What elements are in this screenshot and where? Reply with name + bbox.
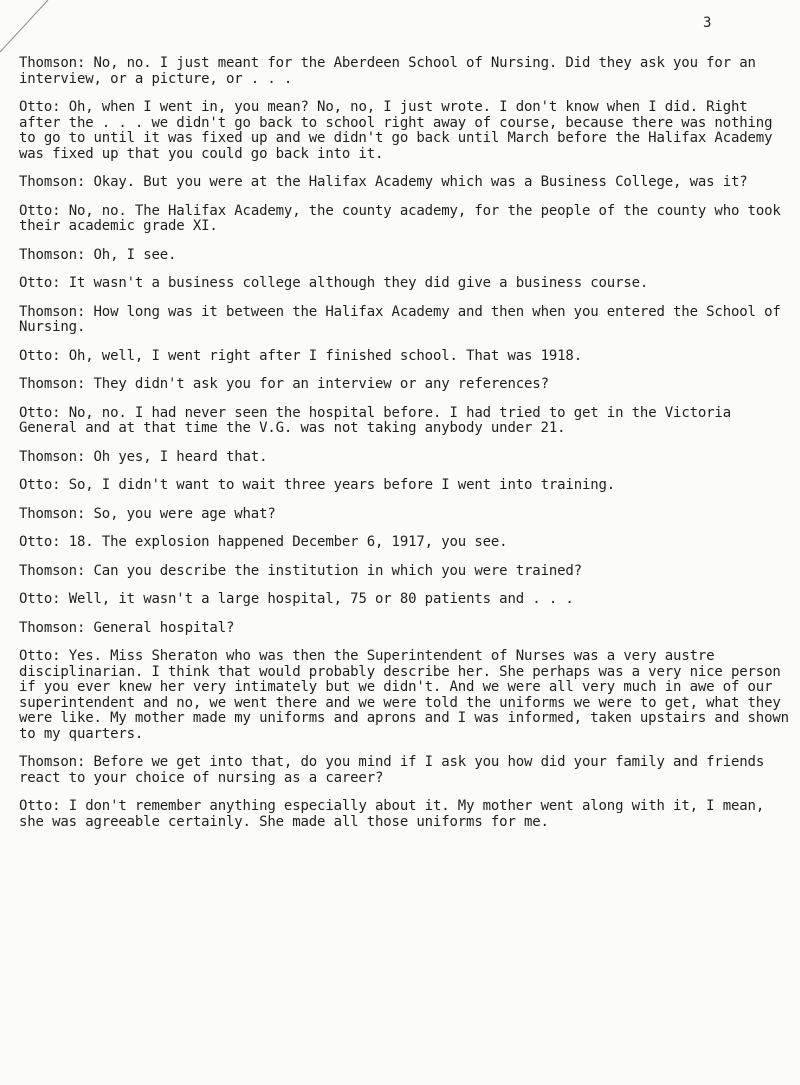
speaker-text: No, no. I just meant for the Aberdeen School of Nursing. Did they ask you for an interview, or a picture, or . . . xyxy=(19,55,756,87)
transcript-entry xyxy=(19,377,789,393)
speaker-text: No, no. I had never seen the hospital before. I had tried to get in the Victoria General and at that time the V.G. was not taking anybody under 21. xyxy=(19,404,731,436)
speaker-text: So, I didn't want to wait three years before I went into training. xyxy=(68,477,616,493)
speaker-name: Thomson: xyxy=(19,55,86,71)
speaker-text: Yes. Miss Sheraton who was then the Superintendent of Nurses was a very austre disciplinarian. I think that would probably describe her. She perhaps was a very nice person if you ever knew her very intimately but we didn't. And we were all very much in awe of our superintendent and no, we went there and we were told the uniforms we were to get, what they were like. My mother made my uniforms and aprons and I was informed, taken upstairs and shown to my quarters. xyxy=(19,648,789,742)
transcript-entry xyxy=(19,100,789,162)
transcript-entry xyxy=(19,621,789,637)
speaker-text: General hospital? xyxy=(93,619,235,636)
speaker-text: Okay. But you were at the Halifax Academy which was a Business College, was it? xyxy=(93,174,748,190)
transcript-entry xyxy=(19,649,789,742)
speaker-name: Thomson: xyxy=(19,246,86,263)
speaker-text: Can you describe the institution in which you were trained? xyxy=(93,562,582,579)
page-corner-mark xyxy=(0,0,60,60)
speaker-text: Before we get into that, do you mind if I ask you how did your family and friends react to your choice of nursing as a career? xyxy=(19,754,765,786)
speaker-name: Otto: xyxy=(19,591,61,607)
transcript-entry xyxy=(19,755,789,786)
speaker-text: They didn't ask you for an interview or any references? xyxy=(93,376,549,392)
transcript-entry xyxy=(19,799,789,830)
speaker-text: 18. The explosion happened December 6, 1917, you see. xyxy=(68,534,508,550)
transcript-entry xyxy=(19,305,789,336)
transcript-entry xyxy=(19,450,789,466)
speaker-text: It wasn't a business college although they did give a business course. xyxy=(68,275,649,291)
speaker-text: Oh, well, I went right after I finished school. That was 1918. xyxy=(68,347,582,364)
speaker-name: Otto: xyxy=(19,648,61,664)
speaker-name: Otto: xyxy=(19,99,61,115)
speaker-name: Thomson: xyxy=(19,448,86,465)
speaker-text: I don't remember anything especially about it. My mother went along with it, I mean, she was agreeable certainly. She made all those uniforms for me. xyxy=(19,798,765,830)
transcript-entry xyxy=(19,507,789,523)
speaker-name: Otto: xyxy=(19,534,61,550)
speaker-name: Thomson: xyxy=(19,754,86,770)
transcript-entry xyxy=(19,592,789,608)
speaker-name: Otto: xyxy=(19,202,61,219)
transcript-entry xyxy=(19,535,789,551)
speaker-name: Thomson: xyxy=(19,376,86,392)
speaker-name: Thomson: xyxy=(19,505,86,522)
speaker-name: Otto: xyxy=(19,798,61,814)
transcript-entry xyxy=(19,56,789,87)
page-number: 3 xyxy=(703,15,712,31)
speaker-name: Otto: xyxy=(19,275,61,291)
transcript-entry xyxy=(19,175,789,191)
transcript-entry xyxy=(19,406,789,437)
speaker-text: Oh, I see. xyxy=(93,246,177,263)
transcript-entry xyxy=(19,248,789,264)
speaker-name: Thomson: xyxy=(19,562,86,579)
speaker-text: Oh yes, I heard that. xyxy=(93,448,268,465)
transcript-entry xyxy=(19,349,789,365)
transcript-entry xyxy=(19,276,789,292)
speaker-text: How long was it between the Halifax Academy and then when you entered the School of Nursing. xyxy=(19,303,781,335)
interview-transcript xyxy=(19,56,789,843)
transcript-entry xyxy=(19,564,789,580)
speaker-text: So, you were age what? xyxy=(93,505,276,522)
speaker-name: Thomson: xyxy=(19,174,86,190)
speaker-name: Otto: xyxy=(19,477,61,493)
speaker-name: Thomson: xyxy=(19,619,86,636)
transcript-entry xyxy=(19,204,789,235)
transcript-entry xyxy=(19,478,789,494)
speaker-text: No, no. The Halifax Academy, the county academy, for the people of the county who took their academic grade XI. xyxy=(19,202,781,234)
speaker-text: Oh, when I went in, you mean? No, no, I just wrote. I don't know when I did. Right after the . . . we didn't go back to school right away of course, because there was nothing to go to until it was fixed up and we didn't go back until March before the Halifax Academy was fixed up that you could go back into it. xyxy=(19,99,773,162)
speaker-text: Well, it wasn't a large hospital, 75 or 80 patients and . . . xyxy=(68,591,574,607)
speaker-name: Otto: xyxy=(19,404,61,421)
speaker-name: Otto: xyxy=(19,347,61,364)
speaker-name: Thomson: xyxy=(19,303,86,320)
